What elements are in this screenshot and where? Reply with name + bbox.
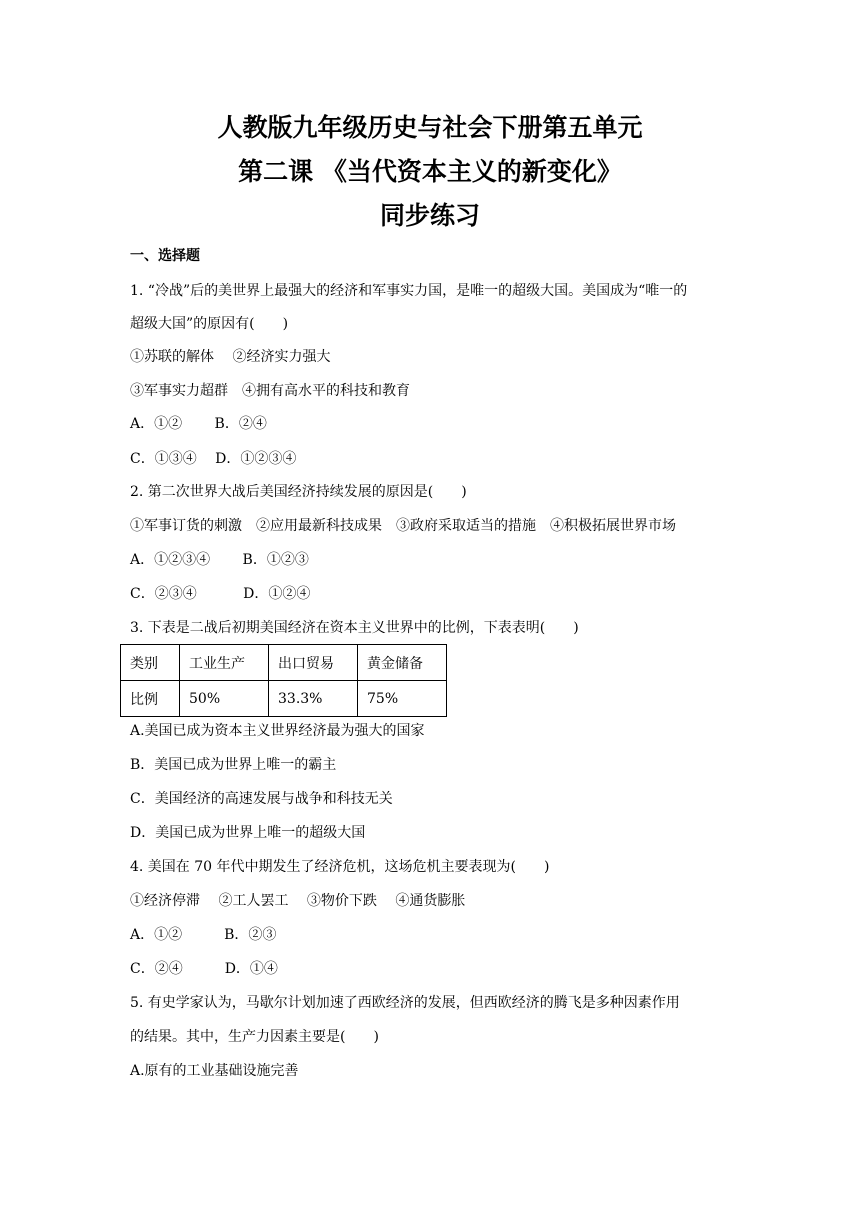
section-heading: 一、选择题 [130, 248, 200, 264]
table-cell: 比例 [121, 681, 180, 717]
q1-items-line2: ③军事实力超群 ④拥有高水平的科技和教育 [130, 383, 410, 399]
table-row [121, 681, 447, 717]
q4-items: ①经济停滞 ②工人罢工 ③物价下跌 ④通货膨胀 [130, 893, 466, 909]
q5-stem-line1: 5. 有史学家认为，马歇尔计划加速了西欧经济的发展，但西欧经济的腾飞是多种因素作用 [130, 995, 680, 1011]
q1-stem-line2: 超级大国”的原因有( ) [130, 316, 289, 332]
q2-options-line2: C．②③④ D．①②④ [130, 586, 311, 602]
q5-option-a: A.原有的工业基础设施完善 [130, 1063, 299, 1079]
q1-options-line1: A．①② B．②④ [130, 416, 267, 432]
q4-stem: 4. 美国在 70 年代中期发生了经济危机，这场危机主要表现为( ) [130, 859, 550, 875]
q3-option-b: B．美国已成为世界上唯一的霸主 [130, 757, 337, 773]
table-cell: 50% [180, 681, 269, 717]
document-title-line2: 第二课 《当代资本主义的新变化》 [238, 157, 622, 186]
q3-option-c: C．美国经济的高速发展与战争和科技无关 [130, 791, 393, 807]
table-header-row [121, 645, 447, 681]
document-title-line1: 人教版九年级历史与社会下册第五单元 [217, 113, 643, 142]
q2-stem: 2. 第二次世界大战后美国经济持续发展的原因是( ) [130, 484, 467, 500]
q4-options-line2: C．②④ D．①④ [130, 961, 278, 977]
q1-options-line2: C．①③④ D．①②③④ [130, 451, 297, 467]
q1-items-line1: ①苏联的解体 ②经济实力强大 [130, 349, 331, 365]
table-cell: 黄金储备 [358, 645, 447, 681]
table-cell: 33.3% [269, 681, 358, 717]
q3-option-d: D．美国已成为世界上唯一的超级大国 [130, 825, 366, 841]
table-cell: 出口贸易 [269, 645, 358, 681]
q2-options-line1: A．①②③④ B．①②③ [130, 552, 309, 568]
q3-data-table [120, 644, 447, 717]
q3-stem: 3. 下表是二战后初期美国经济在资本主义世界中的比例，下表表明( ) [130, 620, 579, 636]
table-cell: 工业生产 [180, 645, 269, 681]
q1-stem-line1: 1. “冷战”后的美世界上最强大的经济和军事实力国，是唯一的超级大国。美国成为“唯一的 [130, 283, 688, 299]
q4-options-line1: A．①② B．②③ [130, 927, 277, 943]
q5-stem-line2: 的结果。其中，生产力因素主要是( ) [130, 1029, 379, 1045]
table-cell: 75% [358, 681, 447, 717]
table-cell: 类别 [121, 645, 180, 681]
document-title-line3: 同步练习 [379, 201, 480, 230]
q2-items: ①军事订货的刺激 ②应用最新科技成果 ③政府采取适当的措施 ④积极拓展世界市场 [130, 518, 676, 534]
q3-option-a: A.美国已成为资本主义世界经济最为强大的国家 [130, 723, 425, 739]
